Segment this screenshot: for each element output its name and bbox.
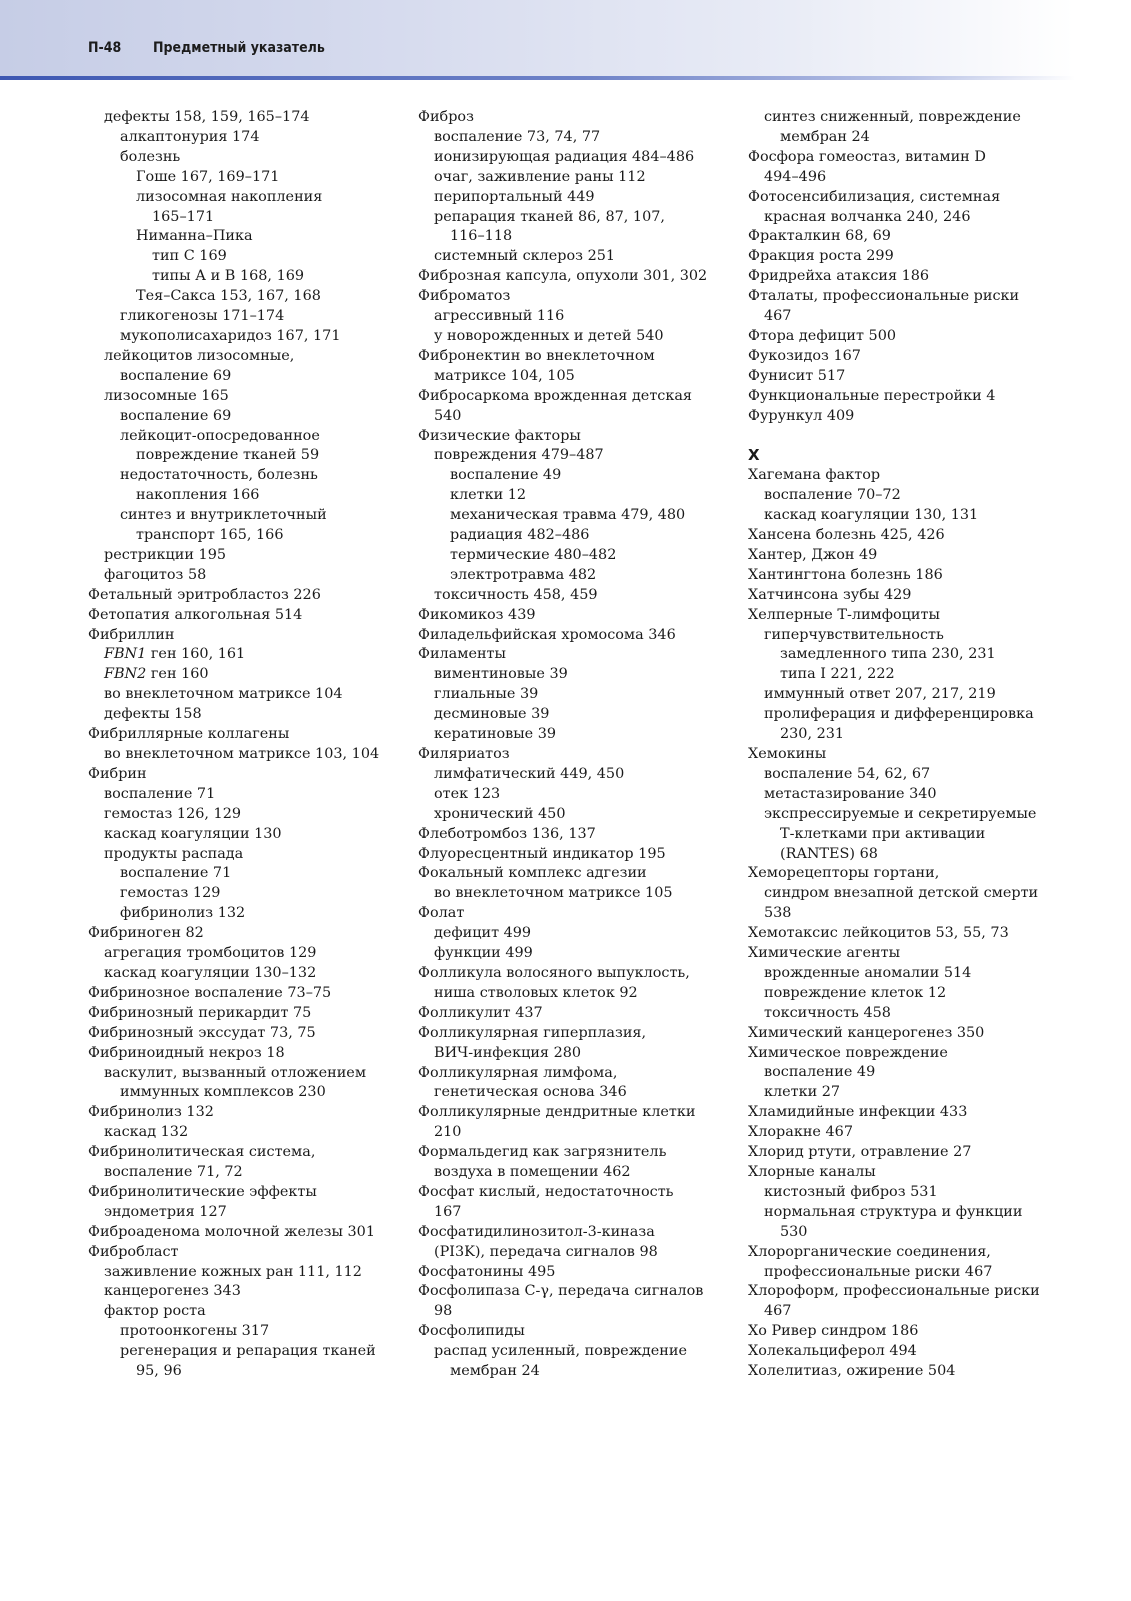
index-entry: Химические агенты <box>748 945 901 962</box>
index-subentry: во внеклеточном матриксе 105 <box>434 885 673 902</box>
index-subentry: кератиновые 39 <box>434 726 557 743</box>
index-subentry: Тея–Сакса 153, 167, 168 <box>136 288 321 305</box>
index-entry: Хагемана фактор <box>748 467 881 484</box>
index-entry: Фибринолиз 132 <box>88 1104 214 1121</box>
index-subentry: регенерация и репарация тканей <box>120 1343 376 1360</box>
index-entry: Хламидийные инфекции 433 <box>748 1104 968 1121</box>
index-entry: Фибронектин во внеклеточном <box>418 347 655 364</box>
index-entry: Флеботромбоз 136, 137 <box>418 825 596 842</box>
index-entry: Хлорные каналы <box>748 1164 876 1181</box>
index-entry: Фибриллярные коллагены <box>88 726 290 743</box>
index-entry: Хемотаксис лейкоцитов 53, 55, 73 <box>748 925 1009 942</box>
index-subentry: мембран 24 <box>450 1363 540 1380</box>
index-subentry: распад усиленный, повреждение <box>434 1343 688 1360</box>
index-entry: Фосфатонины 495 <box>418 1263 556 1280</box>
index-entry: Фибрин <box>88 765 147 782</box>
index-entry: Физические факторы <box>418 427 581 444</box>
index-entry: Фолликулярные дендритные клетки <box>418 1104 696 1121</box>
index-subentry: функции 499 <box>434 945 533 962</box>
index-subentry: синдром внезапной детской смерти <box>764 885 1039 902</box>
index-subentry: гемостаз 126, 129 <box>104 805 242 822</box>
index-subentry: дефекты 158 <box>104 706 202 723</box>
index-subentry: механическая травма 479, 480 <box>450 507 686 524</box>
index-subentry: гемостаз 129 <box>120 885 221 902</box>
index-entry: Химический канцерогенез 350 <box>748 1024 985 1041</box>
index-entry: Фибросаркома врожденная детская <box>418 387 692 404</box>
index-entry: Фикомикоз 439 <box>418 606 536 623</box>
index-subentry: Т-клетками при активации <box>780 825 986 842</box>
index-subentry: профессиональные риски 467 <box>764 1263 993 1280</box>
index-subentry: болезнь <box>120 148 181 165</box>
index-subentry: каскад коагуляции 130, 131 <box>764 507 979 524</box>
index-subentry: иммунный ответ 207, 217, 219 <box>764 686 996 703</box>
index-subentry: канцерогенез 343 <box>104 1283 241 1300</box>
index-entry: Филаменты <box>418 646 506 663</box>
index-entry: Фосфора гомеостаз, витамин D <box>748 148 986 165</box>
index-subentry: 538 <box>764 905 792 922</box>
index-entry: Химическое повреждение <box>748 1044 948 1061</box>
index-subentry: продукты распада <box>104 845 244 862</box>
section-letter: X <box>748 446 760 465</box>
index-subentry: воздуха в помещении 462 <box>434 1164 631 1181</box>
index-column-2 <box>418 108 728 1382</box>
index-entry: Хелперные Т-лимфоциты <box>748 606 940 623</box>
index-subentry: 530 <box>780 1223 808 1240</box>
index-subentry: 116–118 <box>450 228 513 245</box>
index-subentry: лимфатический 449, 450 <box>434 765 625 782</box>
index-entry: Фибринозный перикардит 75 <box>88 1004 312 1021</box>
index-subentry: фагоцитоз 58 <box>104 566 207 583</box>
index-entry: Фолликула волосяного выпуклость, <box>418 964 690 981</box>
index-subentry: повреждение тканей 59 <box>136 447 320 464</box>
index-subentry: мукополисахаридоз 167, 171 <box>120 327 341 344</box>
index-subentry: рестрикции 195 <box>104 546 227 563</box>
index-subentry: мембран 24 <box>780 128 870 145</box>
index-subentry: фактор роста <box>104 1303 206 1320</box>
index-subentry: гликогенозы 171–174 <box>120 308 285 325</box>
index-subentry: дефицит 499 <box>434 925 532 942</box>
index-entry: Фосфолипиды <box>418 1323 525 1340</box>
index-subentry: иммунных комплексов 230 <box>120 1084 326 1101</box>
index-subentry: лизосомные 165 <box>104 387 229 404</box>
index-entry: Фиброматоз <box>418 288 511 305</box>
index-subentry: повреждения 479–487 <box>434 447 604 464</box>
index-subentry: воспаление 69 <box>120 367 232 384</box>
index-entry: Холелитиаз, ожирение 504 <box>748 1363 956 1380</box>
index-entry: Функциональные перестройки 4 <box>748 387 996 404</box>
index-entry: Хо Ривер синдром 186 <box>748 1323 919 1340</box>
index-subentry: агрегация тромбоцитов 129 <box>104 945 317 962</box>
index-subentry: 95, 96 <box>136 1363 182 1380</box>
index-subentry: 167 <box>434 1203 462 1220</box>
index-subentry: репарация тканей 86, 87, 107, <box>434 208 665 225</box>
index-subentry: пролиферация и дифференцировка <box>764 706 1034 723</box>
index-entry: Фукозидоз 167 <box>748 347 861 364</box>
index-entry: Хлоракне 467 <box>748 1124 853 1141</box>
index-subentry: матриксе 104, 105 <box>434 367 575 384</box>
index-subentry: 467 <box>764 1303 792 1320</box>
index-entry: Фибринолитическая система, <box>88 1144 316 1161</box>
index-entry: Фракция роста 299 <box>748 248 894 265</box>
page-title: Предметный указатель <box>153 40 325 56</box>
index-subentry: воспаление 71 <box>104 785 216 802</box>
index-subentry: агрессивный 116 <box>434 308 565 325</box>
index-subentry: радиация 482–486 <box>450 527 590 544</box>
index-entry: Хатчинсона зубы 429 <box>748 586 912 603</box>
index-subentry: лизосомная накопления <box>136 188 323 205</box>
index-entry: Фотосенсибилизация, системная <box>748 188 1001 205</box>
index-subentry: кистозный фиброз 531 <box>764 1183 938 1200</box>
index-subentry: 165–171 <box>152 208 215 225</box>
index-entry: Фокальный комплекс адгезии <box>418 865 647 882</box>
index-entry: Хемокины <box>748 745 827 762</box>
index-subentry: 467 <box>764 308 792 325</box>
index-subentry: алкаптонурия 174 <box>120 128 260 145</box>
index-entry: Фибринолитические эффекты <box>88 1183 317 1200</box>
index-subentry: повреждение клеток 12 <box>764 984 947 1001</box>
index-subentry: каскад коагуляции 130 <box>104 825 282 842</box>
index-entry: Фунисит 517 <box>748 367 846 384</box>
index-entry: Хеморецепторы гортани, <box>748 865 940 882</box>
index-entry: Фиброаденома молочной железы 301 <box>88 1223 375 1240</box>
index-subentry: замедленного типа 230, 231 <box>780 646 996 663</box>
index-entry: Фибробласт <box>88 1243 179 1260</box>
index-entry: Фтора дефицит 500 <box>748 327 897 344</box>
index-entry: Фолликулит 437 <box>418 1004 543 1021</box>
index-subentry: каскад коагуляции 130–132 <box>104 964 317 981</box>
index-entry: Хантингтона болезнь 186 <box>748 566 943 583</box>
index-subentry: заживление кожных ран 111, 112 <box>104 1263 362 1280</box>
index-entry: Хансена болезнь 425, 426 <box>748 527 945 544</box>
index-subentry: красная волчанка 240, 246 <box>764 208 971 225</box>
page-number: П-48 <box>88 40 122 56</box>
index-subentry: тип С 169 <box>152 248 227 265</box>
header-divider <box>0 76 1075 80</box>
index-column-1 <box>88 108 388 1382</box>
index-entry: Фибриллин <box>88 626 175 643</box>
gene-name: FBN2 <box>104 666 147 683</box>
index-subentry: токсичность 458 <box>764 1004 891 1021</box>
index-subentry: синтез сниженный, повреждение <box>764 109 1021 125</box>
index-subentry: Ниманна–Пика <box>136 228 253 245</box>
index-subentry: воспаление 49 <box>450 467 562 484</box>
index-subentry: метастазирование 340 <box>764 785 937 802</box>
index-subentry: воспаление 71, 72 <box>104 1164 243 1181</box>
index-subentry: васкулит, вызванный отложением <box>104 1064 367 1081</box>
index-subentry: 210 <box>434 1124 462 1141</box>
index-entry: Фталаты, профессиональные риски <box>748 288 1020 305</box>
index-subentry: воспаление 73, 74, 77 <box>434 128 601 145</box>
index-subentry: дефекты 158, 159, 165–174 <box>104 109 310 125</box>
index-subentry: (PI3K), передача сигналов 98 <box>434 1243 658 1260</box>
index-subentry: у новорожденных и детей 540 <box>434 327 664 344</box>
index-entry <box>88 645 388 665</box>
index-subentry: фибринолиз 132 <box>120 905 246 922</box>
index-subentry: очаг, заживление раны 112 <box>434 168 646 185</box>
index-entry: Филяриатоз <box>418 746 510 762</box>
index-entry: Фосфатидилинозитол-3-киназа <box>418 1223 655 1240</box>
index-subentry: протоонкогены 317 <box>120 1323 270 1340</box>
index-entry: Фолликулярная гиперплазия, <box>418 1024 647 1041</box>
index-entry: Фридрейха атаксия 186 <box>748 268 930 285</box>
index-entry: Фетальный эритробластоз 226 <box>88 586 321 603</box>
index-subentry: глиальные 39 <box>434 686 539 703</box>
index-subentry: 98 <box>434 1303 453 1320</box>
index-subentry: Гоше 167, 169–171 <box>136 168 280 185</box>
index-subentry: термические 480–482 <box>450 546 617 563</box>
index-subentry: экспрессируемые и секретируемые <box>764 805 1037 822</box>
index-subentry: синтез и внутриклеточный <box>120 507 327 524</box>
index-entry: Хлорид ртути, отравление 27 <box>748 1144 972 1161</box>
index-subentry: виментиновые 39 <box>434 666 568 683</box>
index-entry: Флуоресцентный индикатор 195 <box>418 845 666 862</box>
index-subentry: отек 123 <box>434 785 501 802</box>
index-entry: Фиброз <box>418 109 474 125</box>
index-subentry: 230, 231 <box>780 726 845 743</box>
index-subentry: нормальная структура и функции <box>764 1203 1023 1220</box>
index-subentry: воспаление 54, 62, 67 <box>764 765 931 782</box>
index-subentry: системный склероз 251 <box>434 248 616 265</box>
index-entry: Холекальциферол 494 <box>748 1343 917 1360</box>
index-subentry: воспаление 70–72 <box>764 487 901 504</box>
section-gap <box>748 427 1088 447</box>
page-header <box>0 0 1131 78</box>
index-entry: Фурункул 409 <box>748 407 855 424</box>
index-subentry: клетки 12 <box>450 487 527 504</box>
index-subentry: воспаление 49 <box>764 1064 876 1081</box>
index-subentry: каскад 132 <box>104 1124 189 1141</box>
index-subentry: электротравма 482 <box>450 566 597 583</box>
index-subentry: генетическая основа 346 <box>434 1084 627 1101</box>
index-subentry: накопления 166 <box>136 487 260 504</box>
entry-text: ген 160 <box>146 666 209 683</box>
index-subentry: клетки 27 <box>764 1084 841 1101</box>
index-entry: Филадельфийская хромосома 346 <box>418 626 676 643</box>
index-entry: Хантер, Джон 49 <box>748 546 878 563</box>
index-entry: Фолат <box>418 905 465 922</box>
index-subentry: токсичность 458, 459 <box>434 586 598 603</box>
index-subentry: лейкоцит-опосредованное <box>120 427 320 444</box>
index-subentry: лейкоцитов лизосомные, <box>104 347 295 364</box>
index-entry: Фибринозное воспаление 73–75 <box>88 984 332 1001</box>
index-entry: Фракталкин 68, 69 <box>748 228 891 245</box>
index-entry: Фибринозный экссудат 73, 75 <box>88 1024 316 1041</box>
index-subentry: 494–496 <box>764 168 827 185</box>
index-subentry: ниша стволовых клеток 92 <box>434 984 638 1001</box>
index-subentry: ионизирующая радиация 484–486 <box>434 148 695 165</box>
index-subentry: десминовые 39 <box>434 706 550 723</box>
index-entry: Фиброзная капсула, опухоли 301, 302 <box>418 268 708 285</box>
index-subentry: эндометрия 127 <box>104 1203 227 1220</box>
index-subentry: типа I 221, 222 <box>780 666 895 683</box>
index-subentry: врожденные аномалии 514 <box>764 964 972 981</box>
index-entry <box>88 665 388 685</box>
index-entry: Фибриноидный некроз 18 <box>88 1044 285 1061</box>
index-subentry: воспаление 71 <box>120 865 232 882</box>
index-entry: Фибриноген 82 <box>88 925 204 942</box>
index-subentry: гиперчувствительность <box>764 626 944 643</box>
index-subentry: транспорт 165, 166 <box>136 527 284 544</box>
index-column-3 <box>748 108 1088 1382</box>
index-subentry: во внеклеточном матриксе 103, 104 <box>104 746 380 762</box>
gene-name: FBN1 <box>104 646 147 663</box>
index-subentry: воспаление 69 <box>120 407 232 424</box>
index-subentry: ВИЧ-инфекция 280 <box>434 1044 582 1061</box>
index-entry: Фолликулярная лимфома, <box>418 1064 618 1081</box>
index-subentry: типы А и В 168, 169 <box>152 268 305 285</box>
entry-text: ген 160, 161 <box>146 646 246 663</box>
index-entry: Хлорорганические соединения, <box>748 1243 991 1260</box>
index-entry: Формальдегид как загрязнитель <box>418 1144 667 1161</box>
index-entry: Фосфолипаза С-γ, передача сигналов <box>418 1283 704 1300</box>
index-subentry: недостаточность, болезнь <box>120 467 318 484</box>
index-subentry: во внеклеточном матриксе 104 <box>104 686 343 703</box>
index-subentry: хронический 450 <box>434 805 566 822</box>
index-entry: Фосфат кислый, недостаточность <box>418 1183 674 1200</box>
index-entry: Хлороформ, профессиональные риски <box>748 1283 1040 1300</box>
index-subentry: перипортальный 449 <box>434 188 595 205</box>
index-subentry: (RANTES) 68 <box>780 845 878 862</box>
index-entry: Фетопатия алкогольная 514 <box>88 606 303 623</box>
index-subentry: 540 <box>434 407 462 424</box>
